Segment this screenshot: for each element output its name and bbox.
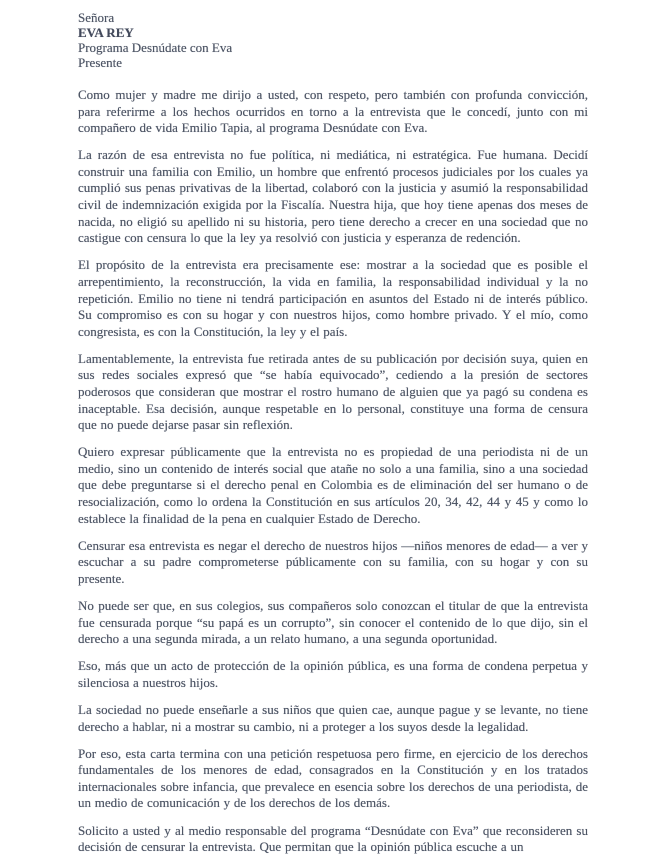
- recipient-presente: Presente: [78, 55, 123, 70]
- recipient-salutation: Señora: [78, 10, 115, 25]
- letter-body: [78, 87, 588, 856]
- letter-paragraph: Solicito a usted y al medio responsable del programa “Desnúdate con Eva” que reconsideren su decisión de censurar la entrevista. Que permitan que la opinión pública escuche a un: [78, 822, 588, 855]
- letter-paragraph: Lamentablemente, la entrevista fue retirada antes de su publicación por decisión suya, quien en sus redes sociales expresó que “se había equivocado”, cediendo a la presión de sectores poderosos que consideran que mostrar el rostro humano de alguien que ya pagó su condena es inaceptable. Esa decisión, aunque respetable en lo personal, constituye una forma de censura que no puede dejarse pasar sin reflexión.: [78, 350, 588, 433]
- letter-paragraph: Quiero expresar públicamente que la entrevista no es propiedad de una periodista ni de un medio, sino un contenido de interés social que atañe no solo a una familia, sino a una sociedad que debe preguntarse si el derecho penal en Colombia es de eliminación del ser humano o de resocialización, como lo ordena la Constitución en sus artículos 20, 34, 42, 44 y 45 y como lo establece la finalidad de la pena en cualquier Estado de Derecho.: [78, 444, 588, 526]
- letter-paragraph: El propósito de la entrevista era precisamente ese: mostrar a la sociedad que es posible el arrepentimiento, la reconstrucción, la vida en familia, la responsabilidad individual y la no repetición. Emilio no tiene ni tendrá participación en asuntos del Estado ni de interés público. Su compromiso es con su hogar y con nuestros hijos, como hombre privado. Y el mío, como congresista, es con la Constitución, la ley y el país.: [78, 257, 588, 339]
- recipient-program: Programa Desnúdate con Eva: [78, 40, 233, 55]
- letter-paragraph: La sociedad no puede enseñarle a sus niños que quien cae, aunque pague y se levante, no tiene derecho a hablar, ni a mostrar su cambio, ni a proteger a los suyos desde la legalidad.: [78, 702, 588, 734]
- letter-paragraph: No puede ser que, en sus colegios, sus compañeros solo conozcan el titular de que la entrevista fue censurada porque “su papá es un corrupto”, sin conocer el contenido de lo que dijo, sin el derecho a una segunda mirada, a un relato humano, a una segunda oportunidad.: [78, 598, 588, 647]
- letter-paragraph: Por eso, esta carta termina con una petición respetuosa pero firme, en ejercicio de los derechos fundamentales de los menores de edad, consagrados en la Constitución y en los tratados internacionales sobre infancia, que prevalece en esencia sobre los derechos de una periodista, de un medio de comunicación y de los derechos de los demás.: [78, 745, 588, 811]
- letter-paragraph: Como mujer y madre me dirijo a usted, con respeto, pero también con profunda convicción, para referirme a los hechos ocurridos en torno a la entrevista que le concedí, junto con mi compañero de vida Emilio Tapia, al programa Desnúdate con Eva.: [78, 87, 588, 136]
- letter-paragraph: La razón de esa entrevista no fue política, ni mediática, ni estratégica. Fue humana. Decidí construir una familia con Emilio, un hombre que enfrentó procesos judiciales por los cuales ya cumplió sus penas privativas de la libertad, colaboró con la justicia y asumió la responsabilidad civil de indemnización exigida por la Fiscalía. Nuestra hija, que hoy tiene apenas dos meses de nacida, no eligió su apellido ni su historia, pero tiene derecho a crecer en una sociedad que no castigue con censura lo que la ley ya resolvió con justicia y esperanza de redención.: [78, 147, 588, 246]
- letter-paragraph: Censurar esa entrevista es negar el derecho de nuestros hijos —niños menores de edad— a ver y escuchar a su padre comprometerse públicamente con su familia, con su hogar y con su presente.: [78, 537, 588, 586]
- letter-paragraph: Eso, más que un acto de protección de la opinión pública, es una forma de condena perpetua y silenciosa a nuestros hijos.: [78, 658, 588, 690]
- recipient-block: [78, 10, 588, 70]
- recipient-name: EVA REY: [78, 25, 134, 40]
